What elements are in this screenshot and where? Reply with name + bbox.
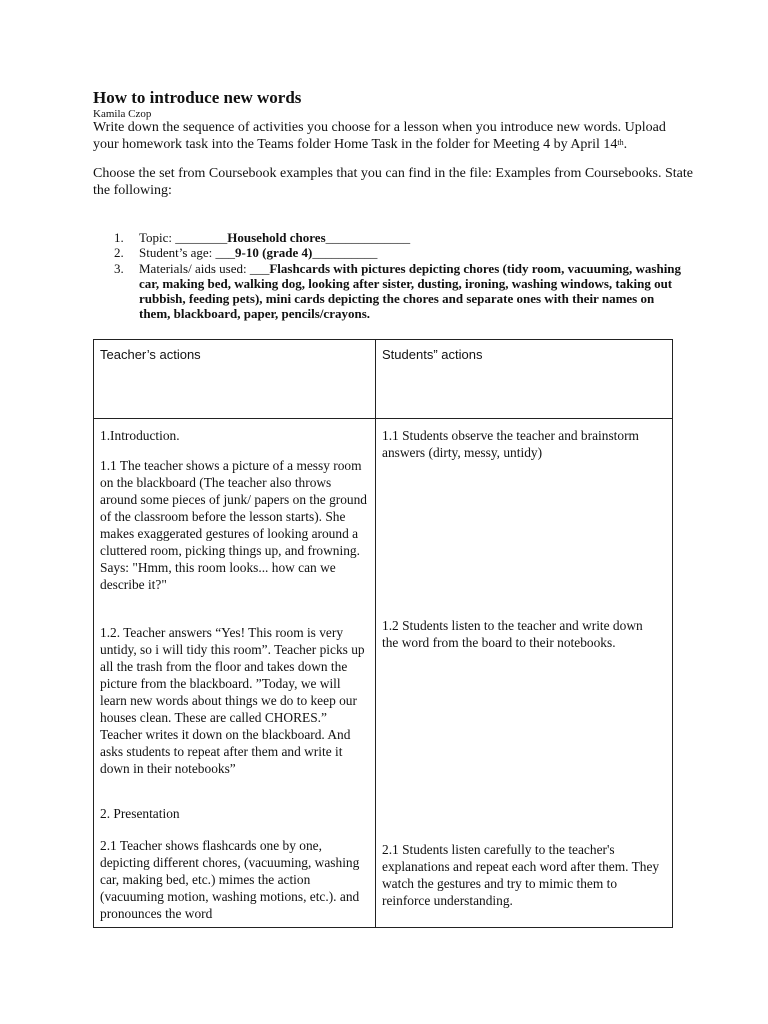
instructions-text: Write down the sequence of activities you choose for a lesson when you introduce new words. Upload your homework task into the Teams folder Home Task in the folder for Meeting 4 by April 14 <box>93 120 666 152</box>
list-value: Flashcards with pictures depicting chores (tidy room, vacuuming, washing car, making bed, walking dog, looking after sister, dusting, ironing, washing windows, taking out rubbish, feeding pets), mini cards depicting the chores and separate ones with their names on them, blackboard, paper, pencils/crayons. <box>139 260 682 322</box>
author-name: Kamila Czop <box>93 108 152 120</box>
list-tail: _____________ <box>325 230 411 245</box>
instructions-paragraph <box>93 119 693 153</box>
list-item-topic <box>114 230 684 245</box>
list-tail: __________ <box>312 245 378 261</box>
teacher-actions-cell <box>94 419 376 928</box>
list-value: 9-10 (grade 4) <box>235 245 313 261</box>
lesson-details-list <box>114 230 684 322</box>
list-number: 3. <box>114 260 124 276</box>
teacher-step-1-2: 1.2. Teacher answers “Yes! This room is very untidy, so i will tidy this room”. Teacher picks up all the trash from the floor and takes down the picture from the blackboard. ”Today, we will learn new words about things we do to keep our houses clean. These are called CHORES.” Teacher writes it down on the blackboard. And asks students to repeat after them and write it down in their notebooks” <box>100 625 365 776</box>
students-actions-cell <box>376 419 673 928</box>
list-item-materials <box>114 261 684 322</box>
presentation-heading: 2. Presentation <box>100 806 180 821</box>
table-row <box>94 419 673 928</box>
actions-table <box>93 339 673 928</box>
list-number: 1. <box>114 230 124 245</box>
student-step-2-1: 2.1 Students listen carefully to the teacher's explanations and repeat each word after them. They watch the gestures and try to mimic them to reinforce understanding. <box>382 842 660 908</box>
list-label: Topic: ________ <box>139 230 228 245</box>
list-item-age <box>114 245 684 260</box>
instructions-end: . <box>623 137 628 152</box>
list-label: Student’s age: ___ <box>139 245 236 261</box>
list-number: 2. <box>114 245 124 261</box>
choose-paragraph: Choose the set from Coursebook examples that you can find in the file: Examples from Coursebooks. State the following: <box>93 166 693 198</box>
students-actions-header: Students” actions <box>376 340 673 419</box>
table-header-row <box>94 340 673 419</box>
teacher-actions-header: Teacher’s actions <box>94 340 376 419</box>
teacher-step-1-1: 1.1 The teacher shows a picture of a messy room on the blackboard (The teacher also throws around some pieces of junk/ papers on the ground of the classroom before the lesson starts). She makes exaggerated gestures of looking around a cluttered room, picking things up, and frowning. Says: "Hmm, this room looks... how can we describe it?" <box>100 458 368 592</box>
teacher-step-2-1: 2.1 Teacher shows flashcards one by one, depicting different chores, (vacuuming, washing car, making bed, etc.) mimes the action (vacuuming motion, washing motions, etc.). and pronounces the word <box>100 838 360 921</box>
document-title: How to introduce new words <box>93 88 302 107</box>
student-step-1-2: 1.2 Students listen to the teacher and write down the word from the board to their notebooks. <box>382 618 643 650</box>
student-step-1-1: 1.1 Students observe the teacher and brainstorm answers (dirty, messy, untidy) <box>382 428 639 460</box>
introduction-heading: 1.Introduction. <box>100 428 180 443</box>
list-label: Materials/ aids used: ___ <box>139 260 270 276</box>
date-superscript: th <box>617 138 624 147</box>
list-value: Household chores <box>227 230 326 245</box>
